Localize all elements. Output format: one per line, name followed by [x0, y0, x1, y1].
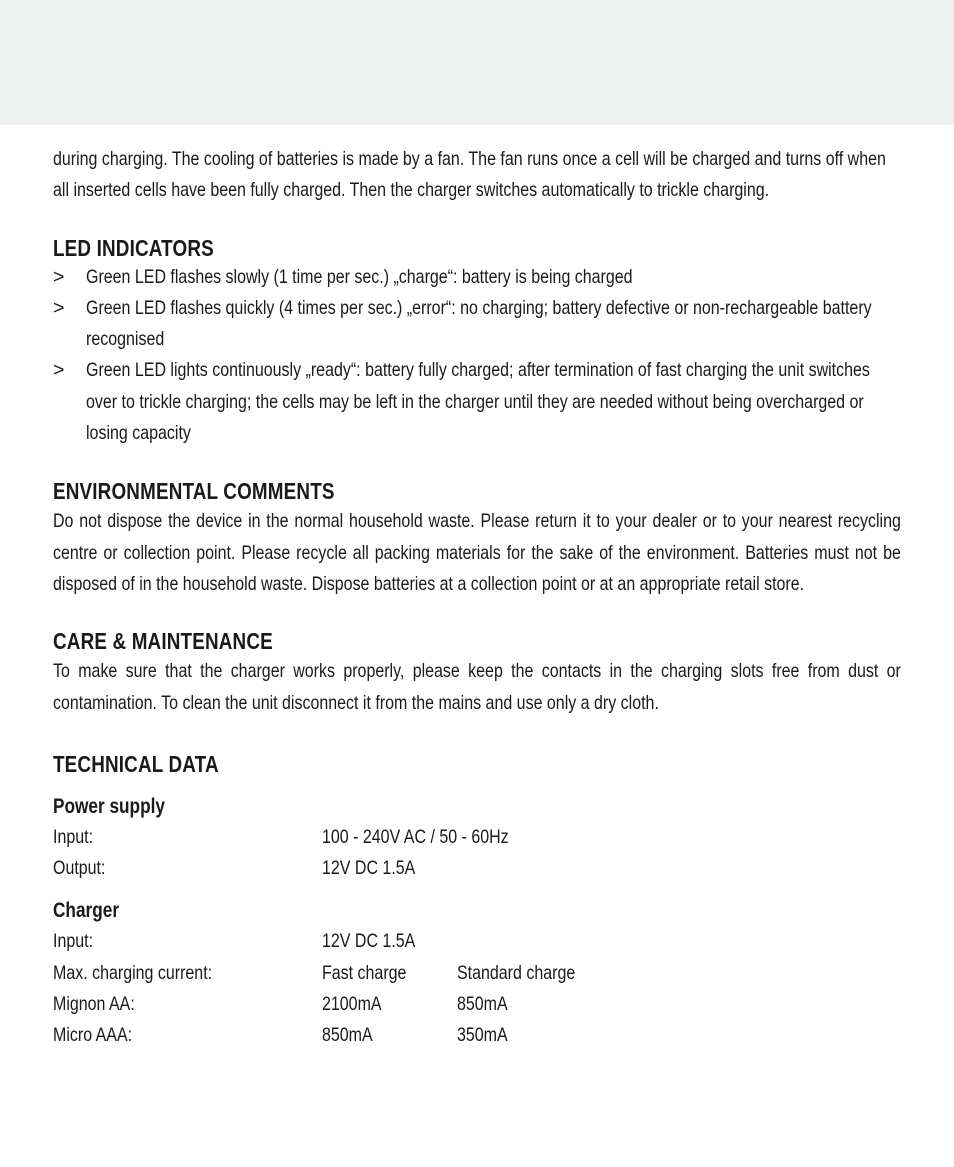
bullet-marker: > — [53, 296, 65, 319]
list-item-text: Green LED flashes quickly (4 times per sec.) „error“: no charging; battery defective or non-rechargeable battery recognised — [86, 296, 872, 351]
spec-value: 850mA — [322, 1024, 373, 1047]
charger-table — [53, 926, 901, 1051]
spec-value: 12V DC 1.5A — [322, 930, 416, 953]
list-item-text: Green LED flashes slowly (1 time per sec.) „charge“: battery is being charged — [86, 265, 633, 288]
table-row — [53, 989, 901, 1020]
led-indicators-heading: LED INDICATORS — [53, 234, 214, 261]
list-item-text: Green LED lights continuously „ready“: battery fully charged; after termination of fast charging the unit switches over to trickle charging; the cells may be left in the charger until they are needed without being overcharged or losing capacity — [86, 359, 870, 445]
list-item — [53, 355, 901, 449]
care-maintenance-paragraph: To make sure that the charger works properly, please keep the contacts in the charging slots free from dust or contamination. To clean the unit disconnect it from the mains and use only a dry cloth. — [53, 660, 901, 714]
spec-value: Fast charge — [322, 961, 407, 984]
list-item — [53, 293, 901, 356]
spec-label: Micro AAA: — [53, 1024, 133, 1047]
spec-value-2: 850mA — [457, 993, 508, 1016]
bullet-marker: > — [53, 359, 65, 382]
spec-label: Max. charging current: — [53, 961, 213, 984]
spec-label: Output: — [53, 857, 106, 880]
spec-value-2: Standard charge — [457, 961, 576, 984]
charger-heading: Charger — [53, 899, 120, 923]
intro-paragraph: during charging. The cooling of batteries is made by a fan. The fan runs once a cell will be charged and turns off when all inserted cells have been fully charged. Then the charger switches automatically to trickle charging. — [53, 148, 886, 202]
spec-label: Input: — [53, 930, 94, 953]
environmental-comments-heading: ENVIRONMENTAL COMMENTS — [53, 478, 335, 505]
power-supply-table — [53, 822, 901, 885]
spec-value: 100 - 240V AC / 50 - 60Hz — [322, 825, 509, 848]
list-item — [53, 262, 901, 293]
bullet-marker: > — [53, 265, 65, 288]
technical-data-heading: TECHNICAL DATA — [53, 750, 219, 777]
table-row — [53, 926, 901, 957]
spec-value-2: 350mA — [457, 1024, 508, 1047]
spec-value: 12V DC 1.5A — [322, 857, 416, 880]
table-row — [53, 1020, 901, 1051]
spec-label: Input: — [53, 825, 94, 848]
table-row — [53, 822, 901, 853]
power-supply-heading: Power supply — [53, 794, 165, 818]
spec-label: Mignon AA: — [53, 993, 135, 1016]
page-header-band — [0, 0, 954, 125]
led-indicators-list — [53, 262, 901, 450]
manual-content — [53, 144, 901, 1052]
environmental-comments-paragraph: Do not dispose the device in the normal household waste. Please return it to your dealer or to your nearest recycling centre or collection point. Please recycle all packing materials for the sake of the environment. Batteries must not be disposed of in the household waste. Dispose batteries at a collection point or at an appropriate retail store. — [53, 510, 901, 595]
intro-paragraph-wrap — [53, 144, 901, 207]
care-maintenance-heading: CARE & MAINTENANCE — [53, 628, 273, 655]
table-row — [53, 958, 901, 989]
table-row — [53, 853, 901, 884]
spec-value: 2100mA — [322, 993, 382, 1016]
